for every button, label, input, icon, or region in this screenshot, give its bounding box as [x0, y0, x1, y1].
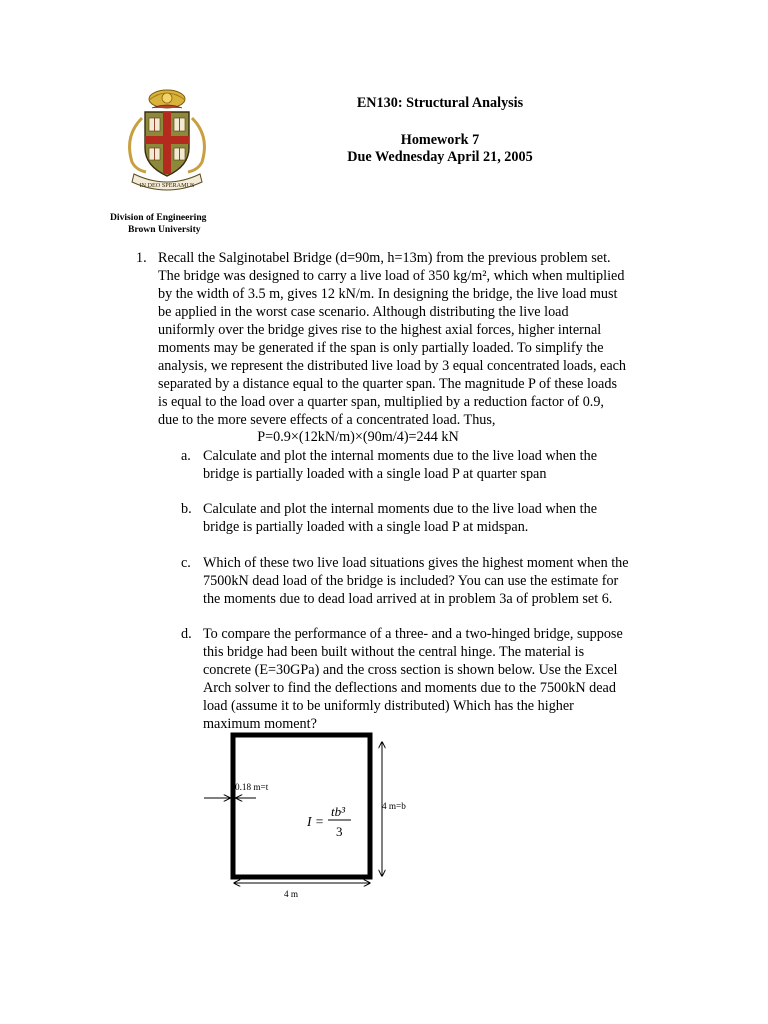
problem-line: uniformly over the bridge gives rise to the highest axial forces, higher internal [158, 322, 602, 338]
university-name: Brown University [128, 224, 201, 235]
part-b-text [203, 500, 597, 536]
problem-body [158, 249, 626, 429]
formula-numerator: tb³ [331, 804, 346, 819]
seal-shield [145, 112, 189, 176]
part-line: Calculate and plot the internal moments due to the live load when the [203, 448, 597, 464]
part-line: bridge is partially loaded with a single load P at quarter span [203, 466, 547, 482]
brown-university-seal [118, 86, 216, 194]
part-line: To compare the performance of a three- and a two-hinged bridge, suppose [203, 626, 623, 642]
part-line: concrete (E=30GPa) and the cross section is shown below. Use the Excel [203, 662, 618, 678]
part-c-label: c. [181, 555, 191, 571]
problem-line: is equal to the load over a quarter span, multiplied by a reduction factor of 0.9, [158, 394, 604, 410]
problem-number: 1. [136, 250, 147, 266]
height-label: 4 m=b [382, 801, 406, 811]
problem-line: analysis, we represent the distributed live load by 3 equal concentrated loads, each [158, 358, 627, 374]
department-name: Division of Engineering [110, 212, 207, 223]
width-label: 4 m [284, 889, 299, 899]
part-c-text [203, 554, 629, 608]
part-d-text [203, 625, 623, 733]
part-line: this bridge had been built without the central hinge. The material is [203, 644, 585, 660]
problem-line: be applied in the worst case scenario. Although distributing the live load [158, 304, 569, 320]
seal-crest [149, 90, 185, 108]
part-line: the moments due to dead load arrived at in problem 3a of problem set 6. [203, 591, 613, 607]
part-a-text [203, 447, 597, 483]
load-formula: P=0.9×(12kN/m)×(90m/4)=244 kN [257, 429, 459, 445]
part-line: Which of these two live load situations gives the highest moment when the [203, 555, 629, 571]
problem-line: moments may be generated if the span is only partially loaded. To simplify the [158, 340, 604, 356]
seal-left-scroll [130, 118, 146, 172]
thickness-label: 0.18 m=t [235, 782, 269, 792]
problem-line: due to the more severe effects of a concentrated load. Thus, [158, 412, 496, 428]
box-section [233, 735, 370, 877]
part-line: Arch solver to find the deflections and moments due to the 7500kN dead [203, 680, 616, 696]
seal-motto: IN DEO SPERAMUS [139, 182, 195, 189]
seal-right-scroll [188, 118, 204, 172]
part-line: maximum moment? [203, 716, 317, 732]
course-title: EN130: Structural Analysis [356, 95, 524, 111]
part-line: bridge is partially loaded with a single load P at midspan. [203, 519, 529, 535]
formula-denominator: 3 [336, 824, 343, 839]
problem-line: The bridge was designed to carry a live load of 350 kg/m², which when multiplied [158, 268, 625, 284]
problem-line: Recall the Salginotabel Bridge (d=90m, h=13m) from the previous problem set. [158, 250, 611, 266]
homework-title: Homework 7 [400, 132, 480, 148]
cross-section-figure [196, 728, 426, 904]
part-line: 7500kN dead load of the bridge is included? You can use the estimate for [203, 573, 619, 589]
formula-lhs: I = [307, 814, 324, 829]
due-date: Due Wednesday April 21, 2005 [347, 149, 533, 165]
part-a-label: a. [181, 448, 191, 464]
part-b-label: b. [181, 501, 192, 517]
part-d-label: d. [181, 626, 192, 642]
problem-line: separated by a distance equal to the quarter span. The magnitude P of these loads [158, 376, 617, 392]
part-line: load (assume it to be uniformly distributed) Which has the higher [203, 698, 574, 714]
part-line: Calculate and plot the internal moments due to the live load when the [203, 501, 597, 517]
problem-line: by the width of 3.5 m, gives 12 kN/m. In designing the bridge, the live load must [158, 286, 618, 302]
